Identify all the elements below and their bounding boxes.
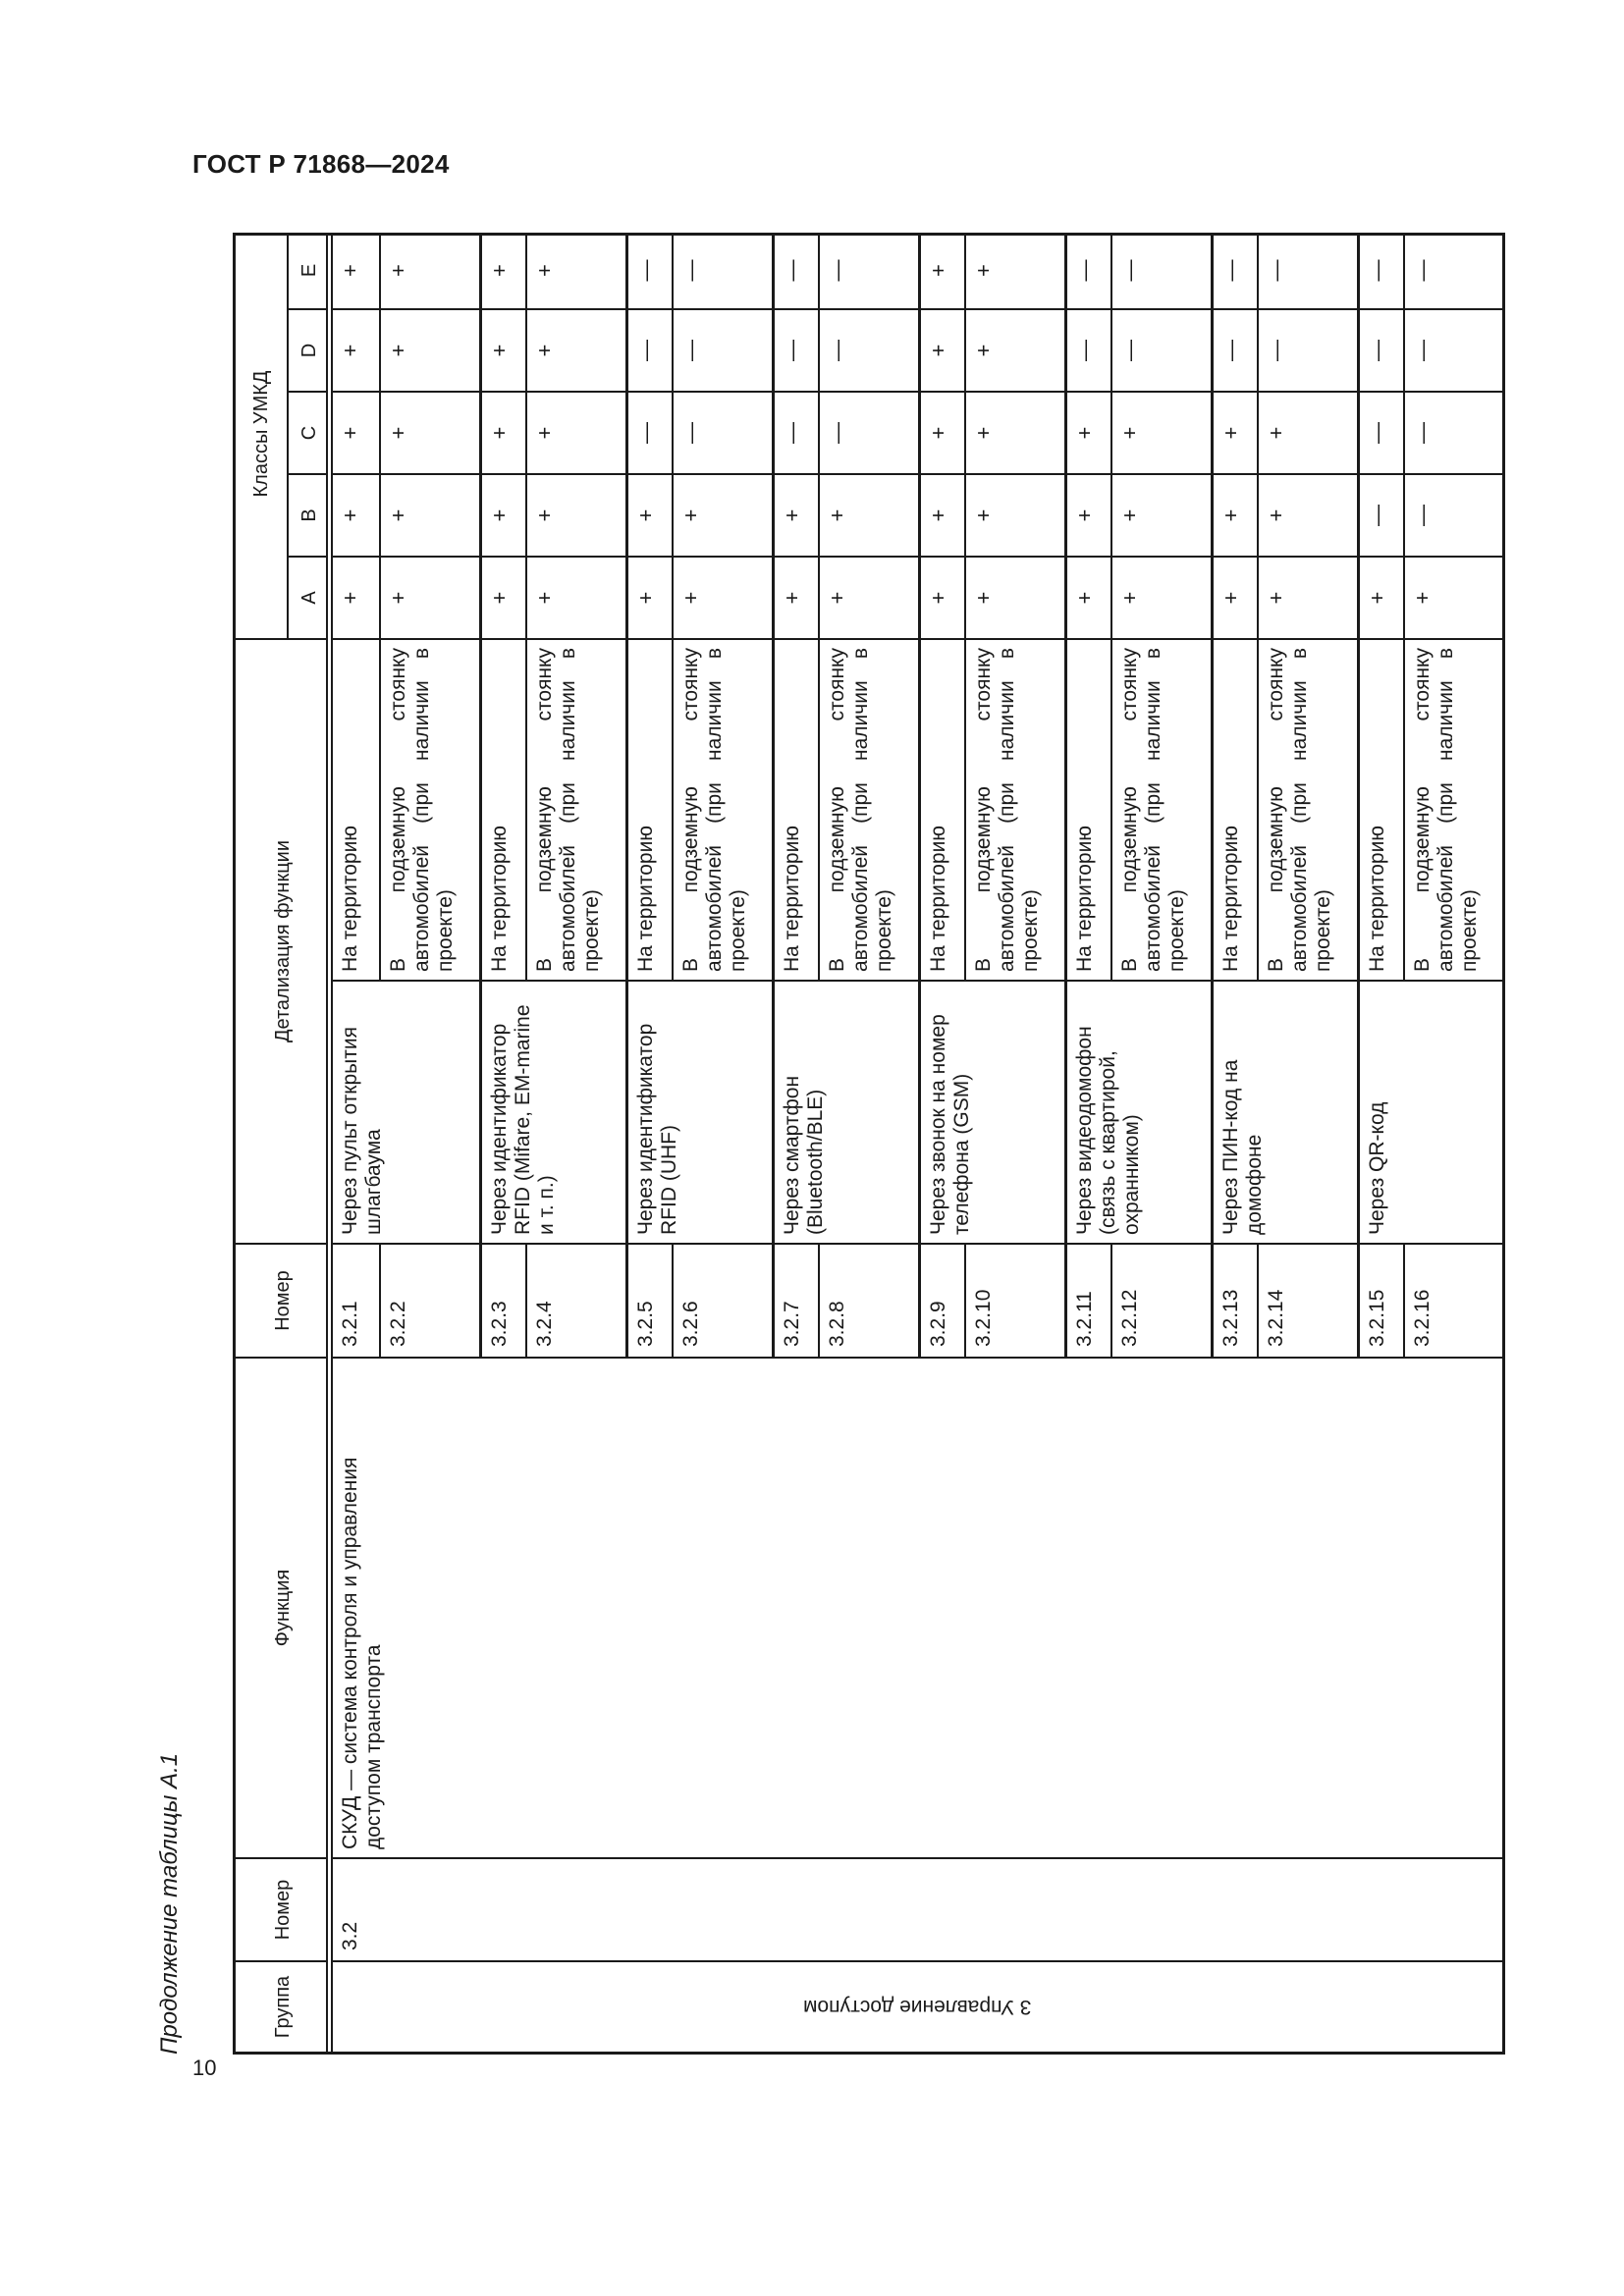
class-c-mark: —: [772, 393, 818, 475]
row-number: 3.2.6: [672, 1245, 772, 1359]
class-e-mark: —: [1211, 233, 1257, 310]
class-c-mark: —: [1357, 393, 1403, 475]
row-number: 3.2.14: [1257, 1245, 1357, 1359]
class-b-mark: +: [1257, 475, 1357, 558]
class-e-mark: +: [333, 233, 379, 310]
class-d-mark: —: [818, 310, 918, 393]
class-b-mark: +: [672, 475, 772, 558]
method-cell: Через идентификатор RFID (Mifare, EM-marine и т. п.): [479, 982, 625, 1245]
class-d-mark: —: [1110, 310, 1211, 393]
method-cell: Через пульт открытия шлагбаума: [333, 982, 479, 1245]
method-cell: Через QR-код: [1357, 982, 1503, 1245]
detail-cell: На территорию: [333, 640, 379, 982]
row-number: 3.2.1: [333, 1245, 379, 1359]
header-class-e: E: [287, 233, 329, 310]
class-a-mark: +: [625, 558, 672, 640]
class-c-mark: —: [625, 393, 672, 475]
class-a-mark: +: [1211, 558, 1257, 640]
detail-cell: В подземную стоянку автомобилей (при наличии в проекте): [525, 640, 625, 982]
class-a-mark: +: [525, 558, 625, 640]
class-d-mark: —: [1211, 310, 1257, 393]
row-number: 3.2.2: [379, 1245, 479, 1359]
class-e-mark: —: [1064, 233, 1110, 310]
row-number: 3.2.11: [1064, 1245, 1110, 1359]
class-b-mark: +: [479, 475, 525, 558]
class-a-mark: +: [672, 558, 772, 640]
row-number: 3.2.8: [818, 1245, 918, 1359]
detail-cell: В подземную стоянку автомобилей (при наличии в проекте): [1257, 640, 1357, 982]
method-cell: Через звонок на номер телефона (GSM): [918, 982, 1064, 1245]
row-number: 3.2.16: [1403, 1245, 1503, 1359]
detail-cell: На территорию: [479, 640, 525, 982]
table-caption: Продолжение таблицы А.1: [156, 1752, 183, 2055]
class-e-mark: +: [918, 233, 964, 310]
row-number: 3.2.10: [964, 1245, 1064, 1359]
class-d-mark: +: [918, 310, 964, 393]
class-d-mark: —: [672, 310, 772, 393]
function-cell: СКУД — система контроля и управления доступом транспорта: [333, 1359, 1502, 1859]
class-c-mark: +: [479, 393, 525, 475]
row-number: 3.2.12: [1110, 1245, 1211, 1359]
class-a-mark: +: [1403, 558, 1503, 640]
method-cell: Через ПИН-код на домофоне: [1211, 982, 1357, 1245]
detail-cell: В подземную стоянку автомобилей (при наличии в проекте): [1403, 640, 1503, 982]
class-b-mark: +: [964, 475, 1064, 558]
group-label: 3 Управление доступом: [803, 1996, 1032, 2019]
class-b-mark: +: [918, 475, 964, 558]
class-a-mark: +: [379, 558, 479, 640]
class-b-mark: —: [1357, 475, 1403, 558]
header-class-b: B: [287, 475, 329, 558]
class-d-mark: —: [1064, 310, 1110, 393]
detail-cell: В подземную стоянку автомобилей (при наличии в проекте): [964, 640, 1064, 982]
class-a-mark: +: [1110, 558, 1211, 640]
page-number: 10: [192, 2056, 217, 2080]
class-c-mark: +: [918, 393, 964, 475]
method-cell: Через смартфон (Bluetooth/BLE): [772, 982, 918, 1245]
header-class-c: C: [287, 393, 329, 475]
class-c-mark: +: [379, 393, 479, 475]
detail-cell: На территорию: [625, 640, 672, 982]
class-e-mark: —: [625, 233, 672, 310]
class-b-mark: +: [525, 475, 625, 558]
class-e-mark: —: [1110, 233, 1211, 310]
number-cell: 3.2: [333, 1859, 1502, 1962]
detail-cell: В подземную стоянку автомобилей (при наличии в проекте): [672, 640, 772, 982]
header-double-rule: [326, 236, 333, 2052]
class-a-mark: +: [1357, 558, 1403, 640]
header-class-a: A: [287, 558, 329, 640]
class-e-mark: +: [964, 233, 1064, 310]
header-classes: Классы УМКД: [236, 230, 287, 640]
class-b-mark: +: [1110, 475, 1211, 558]
header-detail: Детализация функции: [236, 640, 329, 1245]
class-a-mark: +: [918, 558, 964, 640]
class-b-mark: —: [1403, 475, 1503, 558]
method-cell: Через идентификатор RFID (UHF): [625, 982, 772, 1245]
class-c-mark: —: [1403, 393, 1503, 475]
class-b-mark: +: [1064, 475, 1110, 558]
header-function: Функция: [236, 1359, 329, 1859]
class-c-mark: —: [818, 393, 918, 475]
class-b-mark: +: [333, 475, 379, 558]
class-c-mark: +: [1211, 393, 1257, 475]
row-number: 3.2.15: [1357, 1245, 1403, 1359]
class-e-mark: —: [672, 233, 772, 310]
class-e-mark: —: [1357, 233, 1403, 310]
row-number: 3.2.9: [918, 1245, 964, 1359]
class-e-mark: +: [479, 233, 525, 310]
class-d-mark: +: [333, 310, 379, 393]
class-e-mark: +: [379, 233, 479, 310]
class-d-mark: —: [772, 310, 818, 393]
class-b-mark: +: [1211, 475, 1257, 558]
class-a-mark: +: [818, 558, 918, 640]
class-e-mark: —: [1403, 233, 1503, 310]
header-group: Группа: [271, 1975, 294, 2039]
class-d-mark: —: [1403, 310, 1503, 393]
class-c-mark: +: [1110, 393, 1211, 475]
class-d-mark: +: [479, 310, 525, 393]
detail-cell: В подземную стоянку автомобилей (при наличии в проекте): [818, 640, 918, 982]
header-sub-number: Номер: [236, 1245, 329, 1359]
class-a-mark: +: [333, 558, 379, 640]
class-e-mark: —: [1257, 233, 1357, 310]
class-d-mark: —: [1257, 310, 1357, 393]
class-d-mark: —: [1357, 310, 1403, 393]
class-d-mark: +: [525, 310, 625, 393]
method-cell: Через видеодомофон (связь с квартирой, охранником): [1064, 982, 1211, 1245]
class-c-mark: +: [1257, 393, 1357, 475]
detail-cell: На территорию: [1357, 640, 1403, 982]
class-b-mark: +: [772, 475, 818, 558]
class-d-mark: +: [964, 310, 1064, 393]
class-c-mark: +: [333, 393, 379, 475]
row-number: 3.2.4: [525, 1245, 625, 1359]
detail-cell: На территорию: [1064, 640, 1110, 982]
class-a-mark: +: [479, 558, 525, 640]
detail-cell: На территорию: [1211, 640, 1257, 982]
class-c-mark: +: [525, 393, 625, 475]
class-e-mark: —: [772, 233, 818, 310]
class-a-mark: +: [964, 558, 1064, 640]
class-b-mark: +: [625, 475, 672, 558]
class-a-mark: +: [772, 558, 818, 640]
class-a-mark: +: [1257, 558, 1357, 640]
detail-cell: На территорию: [772, 640, 818, 982]
functions-table: [233, 233, 1505, 2055]
class-d-mark: —: [625, 310, 672, 393]
class-c-mark: —: [672, 393, 772, 475]
detail-cell: В подземную стоянку автомобилей (при наличии в проекте): [1110, 640, 1211, 982]
detail-cell: В подземную стоянку автомобилей (при наличии в проекте): [379, 640, 479, 982]
row-number: 3.2.7: [772, 1245, 818, 1359]
row-number: 3.2.5: [625, 1245, 672, 1359]
header-number: Номер: [236, 1859, 329, 1962]
class-c-mark: +: [964, 393, 1064, 475]
class-b-mark: +: [379, 475, 479, 558]
class-e-mark: +: [525, 233, 625, 310]
class-a-mark: +: [1064, 558, 1110, 640]
document-standard-title: ГОСТ Р 71868—2024: [192, 149, 450, 179]
row-number: 3.2.3: [479, 1245, 525, 1359]
class-b-mark: +: [818, 475, 918, 558]
rotated-table-page: [156, 233, 1505, 2055]
class-c-mark: +: [1064, 393, 1110, 475]
class-e-mark: —: [818, 233, 918, 310]
class-d-mark: +: [379, 310, 479, 393]
detail-cell: На территорию: [918, 640, 964, 982]
row-number: 3.2.13: [1211, 1245, 1257, 1359]
header-class-d: D: [287, 310, 329, 393]
group-cell: [333, 1962, 1502, 2052]
